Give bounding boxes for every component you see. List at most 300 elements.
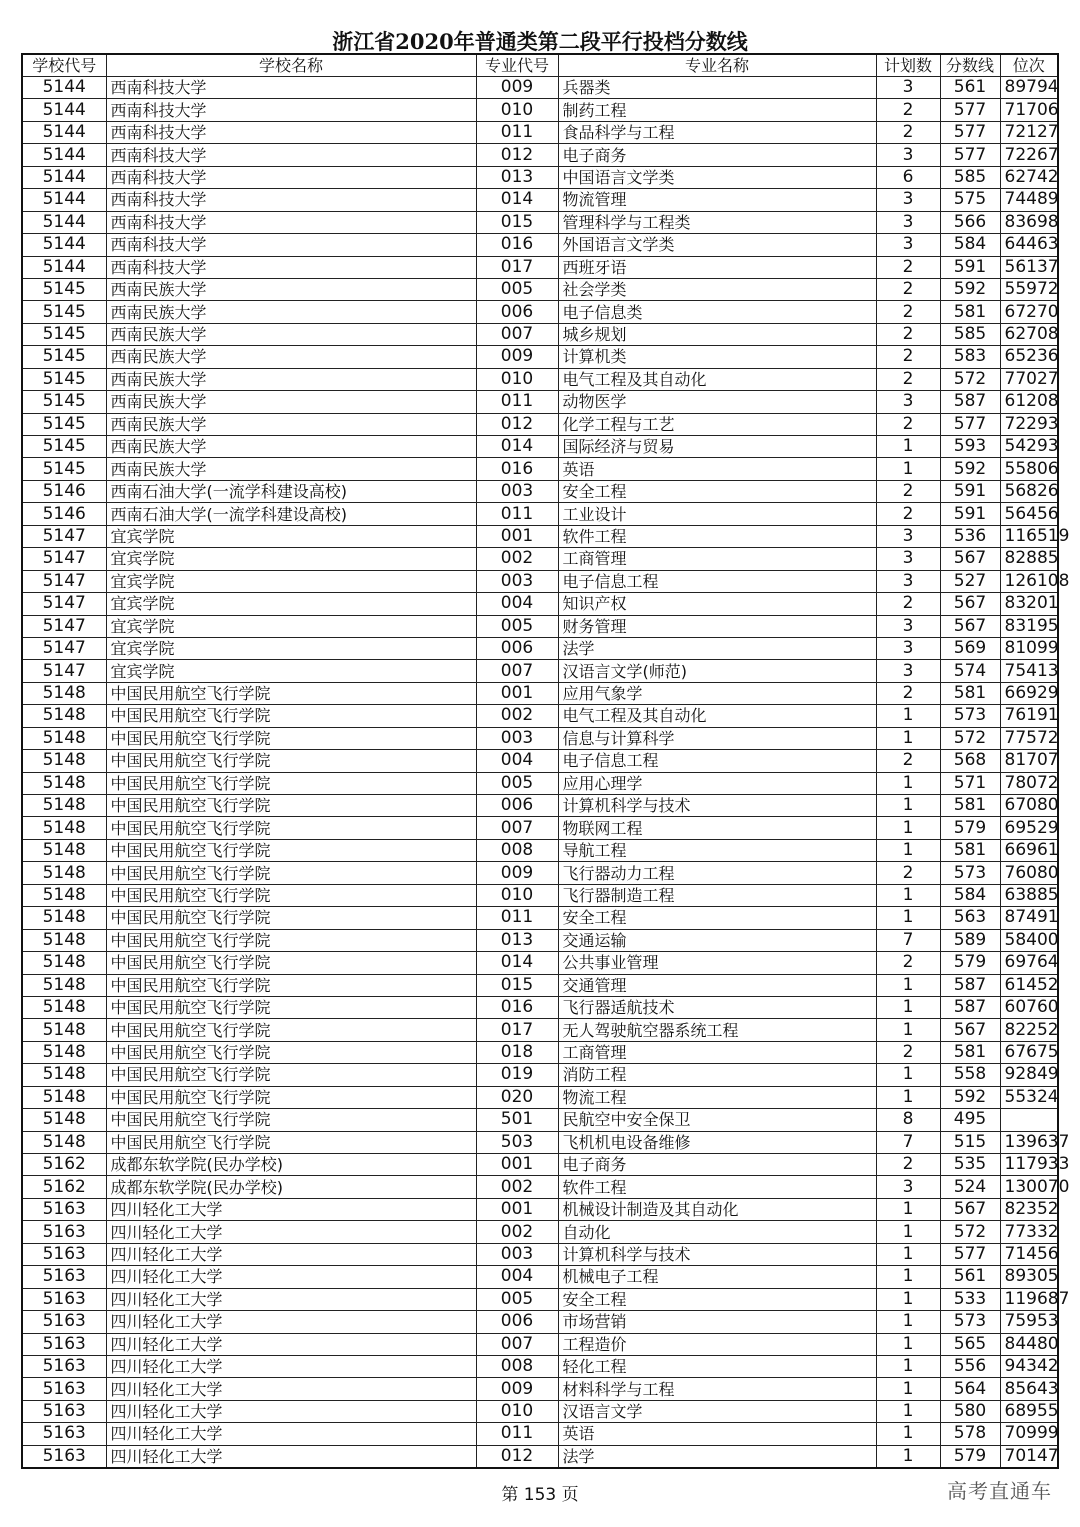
cell-major-name: 工商管理 (558, 1041, 876, 1063)
cell-plan-count: 3 (876, 615, 940, 637)
cell-major-name: 电子信息工程 (558, 750, 876, 772)
table-body (22, 77, 1070, 1469)
cell-school-name: 中国民用航空飞行学院 (106, 795, 476, 817)
cell-school-code: 5144 (22, 99, 106, 121)
cell-plan-count: 2 (876, 480, 940, 502)
cell-rank: 71456 (1000, 1243, 1058, 1265)
cell-major-code: 006 (476, 301, 558, 323)
cell-score-line: 567 (940, 615, 1000, 637)
cell-major-code: 011 (476, 121, 558, 143)
table-row (22, 413, 1058, 435)
cell-school-code: 5147 (22, 570, 106, 592)
cell-score-line: 556 (940, 1355, 1000, 1377)
cell-major-code: 007 (476, 323, 558, 345)
cell-plan-count: 1 (876, 1243, 940, 1265)
cell-plan-count: 1 (876, 996, 940, 1018)
cell-major-code: 020 (476, 1086, 558, 1108)
cell-school-name: 中国民用航空飞行学院 (106, 772, 476, 794)
cell-score-line: 581 (940, 1041, 1000, 1063)
cell-school-name: 西南科技大学 (106, 99, 476, 121)
cell-school-code: 5148 (22, 1109, 106, 1131)
cell-score-line: 572 (940, 368, 1000, 390)
cell-major-name: 机械电子工程 (558, 1266, 876, 1288)
cell-score-line: 558 (940, 1064, 1000, 1086)
cell-rank: 71706 (1000, 99, 1058, 121)
cell-major-name: 动物医学 (558, 391, 876, 413)
cell-plan-count: 1 (876, 1355, 940, 1377)
cell-major-code: 014 (476, 952, 558, 974)
cell-school-name: 西南民族大学 (106, 368, 476, 390)
cell-school-name: 西南石油大学(一流学科建设高校) (106, 503, 476, 525)
cell-score-line: 495 (940, 1109, 1000, 1131)
cell-school-code: 5163 (22, 1423, 106, 1445)
cell-plan-count: 3 (876, 525, 940, 547)
cell-major-name: 飞行器动力工程 (558, 862, 876, 884)
cell-major-name: 安全工程 (558, 480, 876, 502)
cell-rank: 76080 (1000, 862, 1058, 884)
cell-score-line: 580 (940, 1400, 1000, 1422)
cell-rank: 78072 (1000, 772, 1058, 794)
cell-score-line: 587 (940, 974, 1000, 996)
cell-rank: 83195 (1000, 615, 1058, 637)
cell-school-code: 5148 (22, 1131, 106, 1153)
cell-plan-count: 1 (876, 727, 940, 749)
table-row (22, 1423, 1058, 1445)
cell-school-name: 中国民用航空飞行学院 (106, 839, 476, 861)
cell-plan-count: 1 (876, 1333, 940, 1355)
cell-plan-count: 1 (876, 1378, 940, 1400)
cell-score-line: 535 (940, 1154, 1000, 1176)
cell-school-name: 成都东软学院(民办学校) (106, 1154, 476, 1176)
cell-rank: 77332 (1000, 1221, 1058, 1243)
cell-school-name: 中国民用航空飞行学院 (106, 705, 476, 727)
table-row (22, 862, 1058, 884)
cell-school-code: 5144 (22, 256, 106, 278)
cell-score-line: 567 (940, 1198, 1000, 1220)
cell-major-code: 003 (476, 1243, 558, 1265)
cell-school-name: 中国民用航空飞行学院 (106, 682, 476, 704)
cell-major-name: 计算机科学与技术 (558, 795, 876, 817)
cell-school-name: 中国民用航空飞行学院 (106, 1041, 476, 1063)
cell-score-line: 567 (940, 1019, 1000, 1041)
cell-plan-count: 3 (876, 548, 940, 570)
cell-major-code: 012 (476, 1445, 558, 1468)
cell-major-code: 017 (476, 1019, 558, 1041)
cell-score-line: 592 (940, 1086, 1000, 1108)
cell-school-code: 5148 (22, 817, 106, 839)
cell-score-line: 572 (940, 1221, 1000, 1243)
cell-major-code: 007 (476, 660, 558, 682)
cell-rank: 126108 (1000, 570, 1058, 592)
cell-school-code: 5145 (22, 391, 106, 413)
cell-school-code: 5147 (22, 525, 106, 547)
cell-score-line: 584 (940, 884, 1000, 906)
cell-major-code: 011 (476, 907, 558, 929)
table-row (22, 1311, 1058, 1333)
cell-major-code: 016 (476, 458, 558, 480)
cell-school-name: 西南民族大学 (106, 458, 476, 480)
table-row (22, 1355, 1058, 1377)
table-row (22, 974, 1058, 996)
cell-plan-count: 1 (876, 1019, 940, 1041)
cell-major-name: 物流工程 (558, 1086, 876, 1108)
table-row (22, 996, 1058, 1018)
table-row (22, 1333, 1058, 1355)
cell-plan-count: 1 (876, 1266, 940, 1288)
cell-school-name: 中国民用航空飞行学院 (106, 1064, 476, 1086)
cell-rank: 72267 (1000, 144, 1058, 166)
cell-major-code: 001 (476, 525, 558, 547)
cell-score-line: 581 (940, 839, 1000, 861)
cell-major-code: 014 (476, 189, 558, 211)
table-row (22, 795, 1058, 817)
cell-school-name: 宜宾学院 (106, 570, 476, 592)
cell-score-line: 577 (940, 144, 1000, 166)
cell-major-code: 003 (476, 570, 558, 592)
cell-plan-count: 1 (876, 1445, 940, 1468)
cell-major-name: 自动化 (558, 1221, 876, 1243)
cell-school-code: 5145 (22, 278, 106, 300)
cell-school-name: 西南科技大学 (106, 256, 476, 278)
cell-school-name: 四川轻化工大学 (106, 1400, 476, 1422)
cell-plan-count: 3 (876, 189, 940, 211)
cell-score-line: 569 (940, 637, 1000, 659)
cell-rank (1000, 1109, 1058, 1131)
cell-rank: 72127 (1000, 121, 1058, 143)
cell-school-code: 5148 (22, 750, 106, 772)
cell-school-code: 5148 (22, 705, 106, 727)
cell-score-line: 536 (940, 525, 1000, 547)
cell-major-code: 014 (476, 436, 558, 458)
cell-rank: 83201 (1000, 593, 1058, 615)
cell-school-name: 西南科技大学 (106, 121, 476, 143)
cell-rank: 64463 (1000, 234, 1058, 256)
cell-major-code: 006 (476, 1311, 558, 1333)
cell-school-code: 5147 (22, 593, 106, 615)
cell-score-line: 579 (940, 817, 1000, 839)
cell-score-line: 571 (940, 772, 1000, 794)
cell-school-code: 5163 (22, 1333, 106, 1355)
cell-major-name: 电子信息类 (558, 301, 876, 323)
cell-major-code: 005 (476, 772, 558, 794)
table-row (22, 503, 1058, 525)
cell-major-code: 011 (476, 1423, 558, 1445)
cell-rank: 68955 (1000, 1400, 1058, 1422)
cell-major-name: 兵器类 (558, 77, 876, 99)
cell-major-name: 电气工程及其自动化 (558, 705, 876, 727)
cell-major-code: 004 (476, 593, 558, 615)
cell-school-name: 西南石油大学(一流学科建设高校) (106, 480, 476, 502)
cell-score-line: 581 (940, 682, 1000, 704)
cell-score-line: 561 (940, 77, 1000, 99)
table-row (22, 1266, 1058, 1288)
cell-plan-count: 2 (876, 682, 940, 704)
cell-school-code: 5148 (22, 884, 106, 906)
cell-school-code: 5148 (22, 952, 106, 974)
cell-plan-count: 1 (876, 772, 940, 794)
cell-school-code: 5163 (22, 1355, 106, 1377)
cell-major-code: 010 (476, 1400, 558, 1422)
table-row (22, 346, 1058, 368)
cell-school-code: 5148 (22, 1041, 106, 1063)
cell-rank: 74489 (1000, 189, 1058, 211)
cell-rank: 56456 (1000, 503, 1058, 525)
cell-major-name: 工程造价 (558, 1333, 876, 1355)
cell-school-name: 宜宾学院 (106, 615, 476, 637)
cell-major-code: 008 (476, 1355, 558, 1377)
cell-plan-count: 1 (876, 795, 940, 817)
cell-school-name: 中国民用航空飞行学院 (106, 884, 476, 906)
cell-school-name: 四川轻化工大学 (106, 1311, 476, 1333)
cell-major-code: 004 (476, 1266, 558, 1288)
cell-school-name: 中国民用航空飞行学院 (106, 1109, 476, 1131)
cell-rank: 89794 (1000, 77, 1058, 99)
cell-school-name: 西南科技大学 (106, 211, 476, 233)
cell-major-name: 汉语言文学 (558, 1400, 876, 1422)
cell-score-line: 579 (940, 952, 1000, 974)
cell-major-name: 市场营销 (558, 1311, 876, 1333)
cell-school-code: 5145 (22, 458, 106, 480)
cell-rank: 61208 (1000, 391, 1058, 413)
cell-major-name: 无人驾驶航空器系统工程 (558, 1019, 876, 1041)
cell-score-line: 566 (940, 211, 1000, 233)
cell-major-name: 知识产权 (558, 593, 876, 615)
table-row (22, 391, 1058, 413)
cell-rank: 69764 (1000, 952, 1058, 974)
cell-major-code: 001 (476, 682, 558, 704)
cell-school-name: 西南民族大学 (106, 391, 476, 413)
cell-major-code: 011 (476, 503, 558, 525)
cell-plan-count: 3 (876, 1176, 940, 1198)
table-row (22, 368, 1058, 390)
cell-score-line: 593 (940, 436, 1000, 458)
cell-rank: 67080 (1000, 795, 1058, 817)
cell-major-code: 005 (476, 615, 558, 637)
cell-major-name: 汉语言文学(师范) (558, 660, 876, 682)
cell-plan-count: 1 (876, 839, 940, 861)
cell-school-name: 中国民用航空飞行学院 (106, 929, 476, 951)
cell-major-name: 软件工程 (558, 1176, 876, 1198)
cell-score-line: 561 (940, 1266, 1000, 1288)
table-row (22, 929, 1058, 951)
cell-plan-count: 6 (876, 166, 940, 188)
cell-score-line: 577 (940, 121, 1000, 143)
cell-rank: 84480 (1000, 1333, 1058, 1355)
cell-school-name: 中国民用航空飞行学院 (106, 817, 476, 839)
table-row (22, 77, 1058, 99)
table-row (22, 1041, 1058, 1063)
cell-school-name: 宜宾学院 (106, 548, 476, 570)
table-row (22, 1154, 1058, 1176)
cell-rank: 81707 (1000, 750, 1058, 772)
cell-score-line: 515 (940, 1131, 1000, 1153)
cell-score-line: 589 (940, 929, 1000, 951)
cell-plan-count: 2 (876, 413, 940, 435)
table-row (22, 458, 1058, 480)
cell-school-code: 5145 (22, 368, 106, 390)
cell-major-name: 电子商务 (558, 144, 876, 166)
cell-rank: 81099 (1000, 637, 1058, 659)
cell-major-name: 机械设计制造及其自动化 (558, 1198, 876, 1220)
header-rank: 位次 (1000, 54, 1058, 77)
cell-rank: 69529 (1000, 817, 1058, 839)
table-row (22, 99, 1058, 121)
header-major-code: 专业代号 (476, 54, 558, 77)
cell-rank: 56137 (1000, 256, 1058, 278)
cell-major-code: 002 (476, 1221, 558, 1243)
cell-plan-count: 2 (876, 323, 940, 345)
cell-plan-count: 1 (876, 974, 940, 996)
table-row (22, 907, 1058, 929)
table-row (22, 705, 1058, 727)
cell-score-line: 533 (940, 1288, 1000, 1310)
cell-school-code: 5148 (22, 795, 106, 817)
cell-rank: 65236 (1000, 346, 1058, 368)
cell-school-code: 5163 (22, 1400, 106, 1422)
cell-school-code: 5144 (22, 166, 106, 188)
cell-score-line: 565 (940, 1333, 1000, 1355)
cell-plan-count: 1 (876, 1400, 940, 1422)
cell-score-line: 564 (940, 1378, 1000, 1400)
cell-school-code: 5163 (22, 1243, 106, 1265)
cell-major-code: 001 (476, 1198, 558, 1220)
cell-score-line: 573 (940, 1311, 1000, 1333)
cell-school-name: 中国民用航空飞行学院 (106, 996, 476, 1018)
cell-major-code: 012 (476, 144, 558, 166)
cell-score-line: 592 (940, 458, 1000, 480)
cell-school-name: 成都东软学院(民办学校) (106, 1176, 476, 1198)
cell-major-code: 008 (476, 839, 558, 861)
cell-major-code: 012 (476, 413, 558, 435)
cell-school-code: 5163 (22, 1288, 106, 1310)
cell-school-code: 5148 (22, 839, 106, 861)
cell-school-name: 西南科技大学 (106, 189, 476, 211)
cell-score-line: 578 (940, 1423, 1000, 1445)
cell-plan-count: 2 (876, 346, 940, 368)
cell-plan-count: 1 (876, 1288, 940, 1310)
cell-school-name: 西南民族大学 (106, 413, 476, 435)
cell-rank: 56826 (1000, 480, 1058, 502)
cell-major-code: 001 (476, 1154, 558, 1176)
cell-rank: 119687 (1000, 1288, 1058, 1310)
cell-school-code: 5148 (22, 974, 106, 996)
cell-plan-count: 1 (876, 436, 940, 458)
cell-school-name: 四川轻化工大学 (106, 1221, 476, 1243)
table-row (22, 166, 1058, 188)
cell-major-code: 015 (476, 211, 558, 233)
cell-score-line: 574 (940, 660, 1000, 682)
cell-major-code: 009 (476, 1378, 558, 1400)
admission-table (21, 53, 1070, 1469)
header-major-name: 专业名称 (558, 54, 876, 77)
cell-rank: 85643 (1000, 1378, 1058, 1400)
cell-major-code: 009 (476, 862, 558, 884)
cell-school-name: 宜宾学院 (106, 593, 476, 615)
cell-rank: 77572 (1000, 727, 1058, 749)
table-row (22, 189, 1058, 211)
table-row (22, 839, 1058, 861)
cell-score-line: 573 (940, 705, 1000, 727)
cell-score-line: 587 (940, 996, 1000, 1018)
cell-major-name: 物流管理 (558, 189, 876, 211)
cell-major-name: 法学 (558, 1445, 876, 1468)
cell-major-name: 公共事业管理 (558, 952, 876, 974)
cell-major-name: 英语 (558, 458, 876, 480)
table-row (22, 1086, 1058, 1108)
cell-school-code: 5163 (22, 1378, 106, 1400)
cell-major-name: 工业设计 (558, 503, 876, 525)
table-row (22, 593, 1058, 615)
cell-rank: 117933 (1000, 1154, 1058, 1176)
cell-school-name: 西南科技大学 (106, 144, 476, 166)
cell-rank: 58400 (1000, 929, 1058, 951)
cell-score-line: 567 (940, 593, 1000, 615)
cell-school-code: 5144 (22, 189, 106, 211)
cell-school-code: 5148 (22, 996, 106, 1018)
cell-major-name: 国际经济与贸易 (558, 436, 876, 458)
cell-major-name: 外国语言文学类 (558, 234, 876, 256)
cell-school-name: 中国民用航空飞行学院 (106, 952, 476, 974)
cell-major-code: 002 (476, 705, 558, 727)
cell-major-code: 003 (476, 480, 558, 502)
cell-major-name: 计算机科学与技术 (558, 1243, 876, 1265)
cell-rank: 55972 (1000, 278, 1058, 300)
cell-major-code: 007 (476, 817, 558, 839)
cell-rank: 62708 (1000, 323, 1058, 345)
cell-school-name: 西南科技大学 (106, 166, 476, 188)
table-row (22, 682, 1058, 704)
table-row (22, 1378, 1058, 1400)
cell-school-name: 中国民用航空飞行学院 (106, 727, 476, 749)
cell-school-code: 5148 (22, 862, 106, 884)
cell-school-name: 四川轻化工大学 (106, 1288, 476, 1310)
cell-major-name: 信息与计算科学 (558, 727, 876, 749)
cell-rank: 66961 (1000, 839, 1058, 861)
cell-school-code: 5144 (22, 121, 106, 143)
cell-plan-count: 2 (876, 368, 940, 390)
table-row (22, 323, 1058, 345)
cell-school-code: 5144 (22, 77, 106, 99)
cell-major-name: 工商管理 (558, 548, 876, 570)
cell-school-code: 5147 (22, 637, 106, 659)
cell-score-line: 573 (940, 862, 1000, 884)
page-number: 第 153 页 (501, 1485, 579, 1505)
cell-major-name: 食品科学与工程 (558, 121, 876, 143)
cell-school-code: 5145 (22, 413, 106, 435)
cell-plan-count: 3 (876, 660, 940, 682)
cell-major-code: 503 (476, 1131, 558, 1153)
cell-school-code: 5148 (22, 1019, 106, 1041)
cell-plan-count: 8 (876, 1109, 940, 1131)
cell-plan-count: 3 (876, 391, 940, 413)
cell-school-code: 5163 (22, 1266, 106, 1288)
cell-major-name: 城乡规划 (558, 323, 876, 345)
cell-major-name: 计算机类 (558, 346, 876, 368)
cell-rank: 72293 (1000, 413, 1058, 435)
cell-rank: 61452 (1000, 974, 1058, 996)
cell-score-line: 577 (940, 1243, 1000, 1265)
cell-school-code: 5148 (22, 682, 106, 704)
table-row (22, 1400, 1058, 1422)
cell-plan-count: 1 (876, 1221, 940, 1243)
table-row (22, 817, 1058, 839)
cell-school-code: 5146 (22, 480, 106, 502)
cell-school-name: 宜宾学院 (106, 660, 476, 682)
cell-score-line: 587 (940, 391, 1000, 413)
table-row (22, 1288, 1058, 1310)
cell-rank: 70999 (1000, 1423, 1058, 1445)
cell-plan-count: 3 (876, 637, 940, 659)
